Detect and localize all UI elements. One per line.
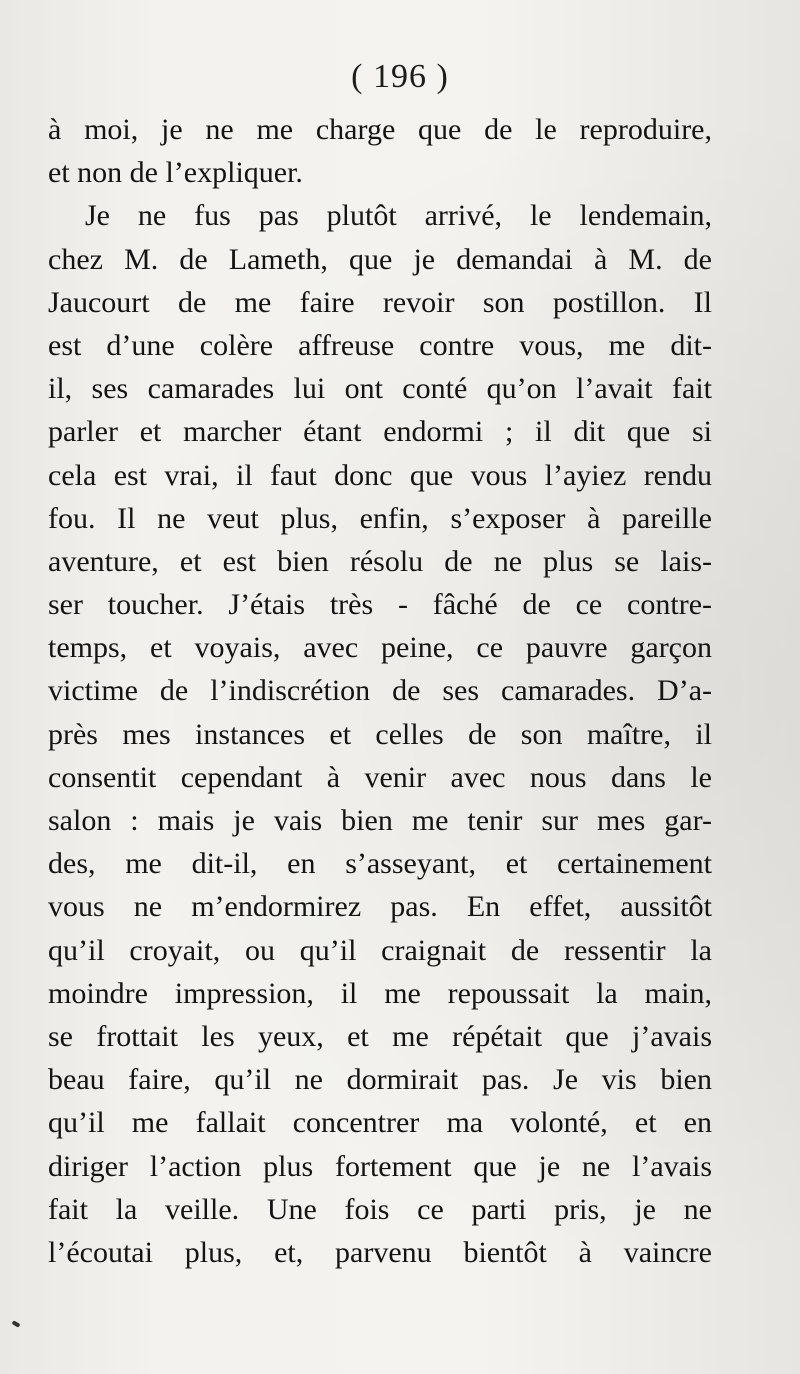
- text-line: beau faire, qu’il ne dormirait pas. Je vis bien: [48, 1063, 712, 1097]
- text-line: salon : mais je vais bien me tenir sur mes gar-: [48, 804, 712, 837]
- text-line: l’écoutai plus, et, parvenu bientôt à vaincre: [48, 1235, 712, 1269]
- text-line: vous ne m’endormirez pas. En effet, aussitôt: [48, 890, 712, 924]
- text-line: ser toucher. J’étais très - fâché de ce contre-: [48, 588, 712, 622]
- page-text: [48, 108, 712, 1274]
- text-line: à moi, je ne me charge que de le reproduire,: [48, 113, 712, 146]
- text-line: aventure, et est bien résolu de ne plus se lais-: [48, 544, 712, 578]
- text-line: fait la veille. Une fois ce parti pris, je ne: [48, 1192, 712, 1226]
- text-line: victime de l’indiscrétion de ses camarades. D’a-: [48, 674, 712, 708]
- ink-speck: [12, 1320, 21, 1327]
- text-line: diriger l’action plus fortement que je ne l’avais: [48, 1149, 712, 1183]
- text-line: Jaucourt de me faire revoir son postillon. Il: [48, 285, 712, 319]
- text-line: et non de l’expliquer.: [48, 156, 303, 190]
- text-line: Je ne fus pas plutôt arrivé, le lendemain,: [85, 199, 712, 233]
- text-line: des, me dit-il, en s’asseyant, et certainement: [48, 847, 712, 881]
- page-number: ( 196 ): [351, 58, 449, 95]
- text-line: près mes instances et celles de son maître, il: [48, 717, 712, 751]
- text-line: moindre impression, il me repoussait la main,: [48, 976, 712, 1010]
- text-line: chez M. de Lameth, que je demandai à M. de: [48, 242, 712, 276]
- text-line: temps, et voyais, avec peine, ce pauvre garçon: [48, 631, 712, 665]
- text-line: fou. Il ne veut plus, enfin, s’exposer à pareille: [48, 501, 712, 535]
- text-line: est d’une colère affreuse contre vous, me dit-: [48, 328, 712, 362]
- text-line: se frottait les yeux, et me répétait que j’avais: [48, 1019, 712, 1053]
- text-line: qu’il croyait, ou qu’il craignait de ressentir la: [48, 933, 712, 967]
- text-line: il, ses camarades lui ont conté qu’on l’avait fait: [48, 372, 712, 406]
- text-line: cela est vrai, il faut donc que vous l’ayiez rendu: [48, 458, 712, 492]
- text-line: qu’il me fallait concentrer ma volonté, et en: [48, 1106, 712, 1140]
- text-line: consentit cependant à venir avec nous dans le: [48, 760, 712, 794]
- text-line: parler et marcher étant endormi ; il dit que si: [48, 415, 712, 449]
